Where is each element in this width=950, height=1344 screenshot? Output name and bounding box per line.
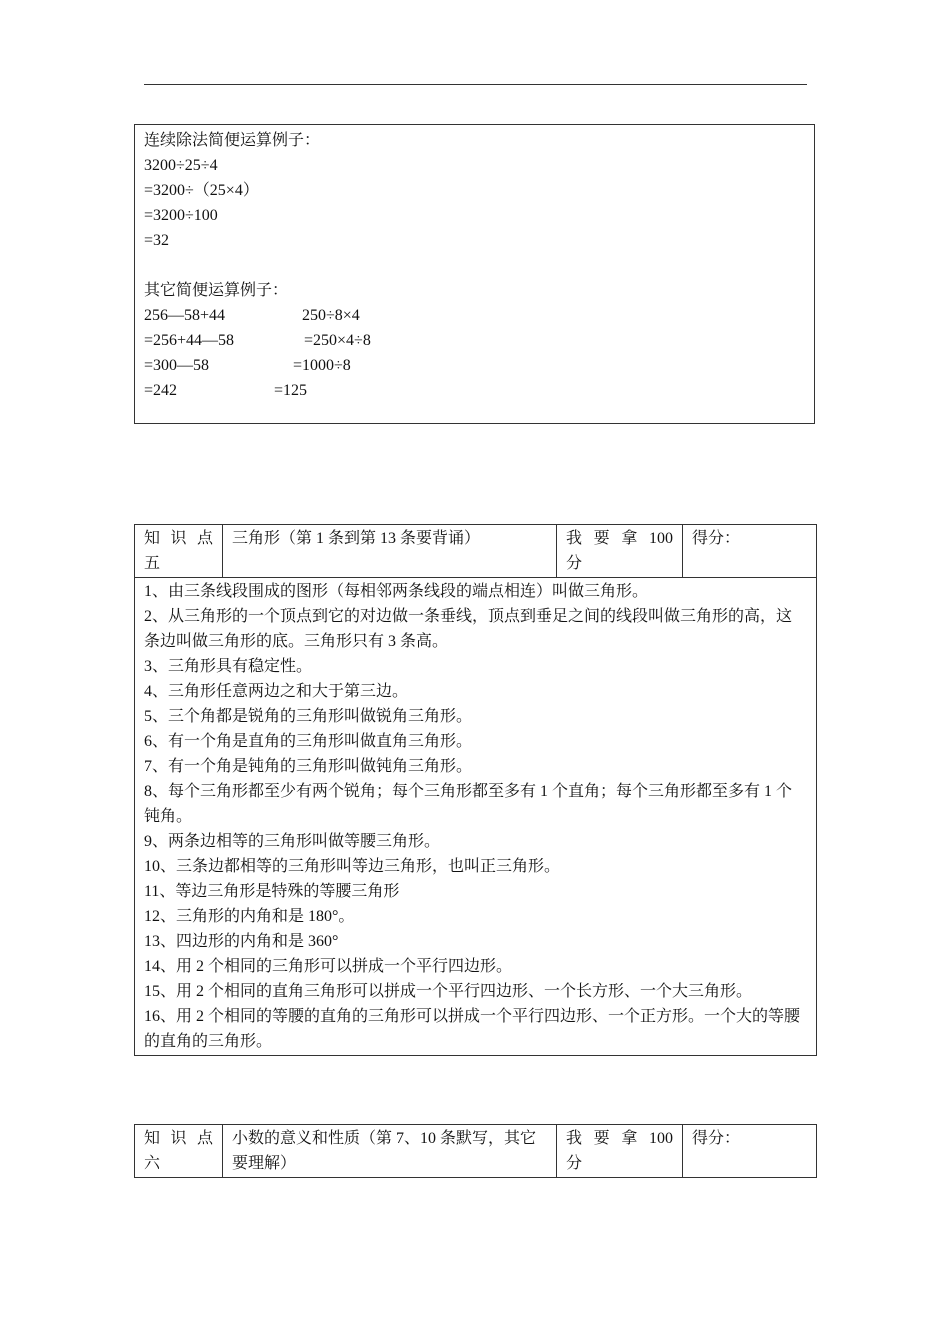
example-row xyxy=(144,378,805,403)
list-item: 9、两条边相等的三角形叫做等腰三角形。 xyxy=(144,833,441,850)
example-left: =242 xyxy=(144,382,178,399)
goal-line2: 分 xyxy=(566,555,583,572)
score-field[interactable]: 得分： xyxy=(683,1125,817,1178)
example-row xyxy=(144,353,805,378)
section-content-row xyxy=(135,578,817,1056)
example-left: =300—58 xyxy=(144,357,210,374)
division-heading: 连续除法简便运算例子： xyxy=(144,132,321,149)
division-line: =3200÷（25×4） xyxy=(144,182,259,199)
list-item: 13、四边形的内角和是 360° xyxy=(144,933,339,950)
knowledge-point-6-table xyxy=(134,1124,817,1178)
example-right: =250×4÷8 xyxy=(304,332,371,349)
goal-line1: 我 要 拿 100 xyxy=(566,530,673,547)
section-title: 小数的意义和性质（第 7、10 条默写，其它要理解） xyxy=(223,1125,557,1178)
list-item: 15、用 2 个相同的直角三角形可以拼成一个平行四边形、一个长方形、一个大三角形。 xyxy=(144,983,753,1000)
list-item: 10、三条边都相等的三角形叫等边三角形，也叫正三角形。 xyxy=(144,858,561,875)
example-right: =125 xyxy=(274,382,308,399)
list-item: 6、有一个角是直角的三角形叫做直角三角形。 xyxy=(144,733,473,750)
goal-line1: 我 要 拿 100 xyxy=(566,1130,673,1147)
list-item: 16、用 2 个相同的等腰的直角的三角形可以拼成一个平行四边形、一个正方形。一个大的等腰的直角的三角形。 xyxy=(144,1008,801,1050)
goal-line2: 分 xyxy=(566,1155,583,1172)
list-item: 14、用 2 个相同的三角形可以拼成一个平行四边形。 xyxy=(144,958,513,975)
knowledge-point-5-table xyxy=(134,524,817,1056)
list-item: 7、有一个角是钝角的三角形叫做钝角三角形。 xyxy=(144,758,473,775)
list-item: 5、三个角都是锐角的三角形叫做锐角三角形。 xyxy=(144,708,473,725)
other-heading: 其它简便运算例子： xyxy=(144,282,289,299)
division-line: 3200÷25÷4 xyxy=(144,157,218,174)
section-title: 三角形（第 1 条到第 13 条要背诵） xyxy=(223,525,557,578)
header-rule xyxy=(144,84,807,85)
example-row xyxy=(144,303,805,328)
spacer xyxy=(144,253,805,278)
section-label-line2: 六 xyxy=(144,1155,161,1172)
section-header-row xyxy=(135,1125,817,1178)
list-item: 1、由三条线段围成的图形（每相邻两条线段的端点相连）叫做三角形。 xyxy=(144,583,649,600)
goal-cell xyxy=(557,525,683,578)
list-item: 4、三角形任意两边之和大于第三边。 xyxy=(144,683,409,700)
example-right: =1000÷8 xyxy=(293,357,351,374)
example-row xyxy=(144,328,805,353)
section-label-line1: 知 识 点 xyxy=(144,1130,213,1147)
example-left: =256+44—58 xyxy=(144,332,235,349)
list-item: 11、等边三角形是特殊的等腰三角形 xyxy=(144,883,400,900)
division-line: =3200÷100 xyxy=(144,207,218,224)
goal-cell xyxy=(557,1125,683,1178)
section-label-line2: 五 xyxy=(144,555,161,572)
score-field[interactable]: 得分： xyxy=(683,525,817,578)
section-items xyxy=(135,578,817,1056)
section-header-row xyxy=(135,525,817,578)
example-right: 250÷8×4 xyxy=(302,307,360,324)
section-label-line1: 知 识 点 xyxy=(144,530,213,547)
list-item: 3、三角形具有稳定性。 xyxy=(144,658,313,675)
section-label xyxy=(135,1125,223,1178)
list-item: 2、从三角形的一个顶点到它的对边做一条垂线，顶点到垂足之间的线段叫做三角形的高，这条边叫做三角形的底。三角形只有 3 条高。 xyxy=(144,608,793,650)
list-item: 12、三角形的内角和是 180°。 xyxy=(144,908,355,925)
examples-box xyxy=(134,124,815,424)
example-left: 256—58+44 xyxy=(144,307,226,324)
division-line: =32 xyxy=(144,232,170,249)
section-label xyxy=(135,525,223,578)
list-item: 8、每个三角形都至少有两个锐角；每个三角形都至多有 1 个直角；每个三角形都至多有 1 个钝角。 xyxy=(144,783,793,825)
